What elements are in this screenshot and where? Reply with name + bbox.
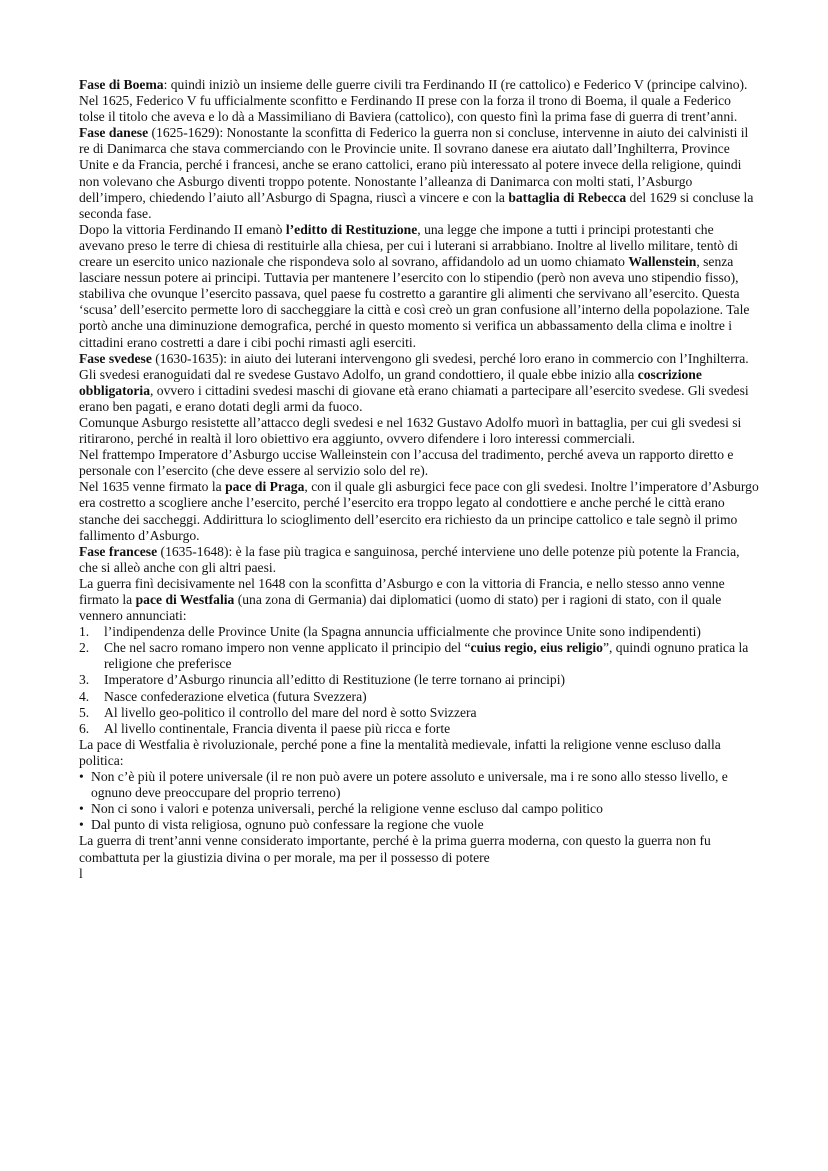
text: ”, quindi ognuno pratica la religione che preferisce — [104, 640, 749, 672]
stray-character: l — [79, 865, 83, 881]
paragraph-pace-praga — [79, 479, 759, 543]
text: Dal punto di vista religiosa, ognuno può confessare la regione che vuole — [91, 817, 484, 833]
list-number: 1. — [79, 624, 90, 640]
text: (1630-1635): in aiuto dei luterani intervengono gli svedesi, perché loro erano in commercio con l’Inghilterra. Gli svedesi eranoguidati dal re svedese Gustavo Adolfo, un grand condottiero, il quale ebbe inizio alla — [79, 350, 749, 382]
text: l’indipendenza delle Province Unite (la Spagna annuncia ufficialmente che province Unite sono indipendenti) — [104, 624, 701, 640]
list-item — [79, 769, 759, 801]
list-item — [79, 720, 759, 737]
text: , ovvero i cittadini svedesi maschi di giovane età erano chiamati a partecipare all’esercito svedese. Gli svedesi erano ben pagati, e erano dotati degli armi da fuoco. — [79, 382, 749, 414]
text: (una zona di Germania) dai diplomatici (uomo di stato) per i ragioni di stato, con il quale vennero annunciati: — [79, 592, 722, 624]
list-item — [79, 672, 759, 688]
heading-fase-francese: Fase francese — [79, 543, 158, 559]
bold-term: l’editto di Restituzione — [285, 221, 418, 237]
paragraph-pace-westfalia — [79, 576, 759, 624]
paragraph-fase-svedese — [79, 351, 759, 415]
text: Non ci sono i valori e potenza universali, perché la religione venne escluso dal campo politico — [91, 801, 603, 817]
text: Nel 1635 venne firmato la — [79, 479, 226, 495]
text: , senza lasciare nessun potere ai principi. Tuttavia per mantenere l’esercito con lo stipendio (però non aveva uno stipendio fisso), stabiliva che ovunque l’esercito passava, quel paese fu costretto a garantire gli alimenti che servivano all’esercito. Questa ‘scusa’ dell’esercito permette loro di saccheggiare la città e così creò un gran confusione all’interno della popolazione. Tale portò anche una diminuzione demografica, perché in questo momento si verifica un abbassamento della clima e inoltre i cittadini erano costretti a dare i cibi pochi rimasti agli eserciti. — [79, 254, 750, 350]
list-item — [79, 817, 759, 833]
list-item — [79, 801, 759, 817]
paragraph-fase-danese — [79, 125, 759, 222]
list-number: 2. — [79, 640, 90, 656]
text: Nasce confederazione elvetica (futura Svezzera) — [104, 688, 367, 704]
list-number: 5. — [79, 704, 90, 720]
text: : quindi iniziò un insieme delle guerre civili tra Ferdinando II (re cattolico) e Federico V (principe calvino). Nel 1625, Federico V fu ufficialmente sconfitto e Ferdinando II prese con la forza il trono di Boema, il quale a Federico tolse il titolo che aveva e lo dà a Massimiliano di Baviera (cattolico), con questo finì la prima fase di guerra di trent’anni. — [79, 77, 748, 125]
heading-fase-boema: Fase di Boema — [79, 77, 164, 92]
paragraph-walleinstein: Nel frattempo Imperatore d’Asburgo uccise Walleinstein con l’accusa del tradimento, perché aveva un rapporto diretto e personale con l’esercito (che deve essere al servizio solo del re). — [79, 447, 734, 479]
text: , una legge che impone a tutti i principi protestanti che avevano preso le terre di chiesa di restituirle alla chiesa, per cui i luterani si arrabbiano. Inoltre al livello militare, tentò di creare un esercito unico nazionale che rispondeva solo al sovrano, affidandolo ad un uomo chiamato — [79, 221, 739, 270]
text: (1635-1648): è la fase più tragica e sanguinosa, perché interviene uno delle potenze più potente la Francia, che si alleò anche con gli altri paesi. — [79, 543, 740, 575]
text: Al livello continentale, Francia diventa il paese più ricca e forte — [104, 720, 451, 736]
paragraph-westfalia-rivoluzionale: La pace di Westfalia è rivoluzionale, perché pone a fine la mentalità medievale, infatti la religione venne escluso dalla politica: — [79, 736, 721, 768]
bold-term: Wallenstein — [628, 254, 697, 270]
list-item — [79, 688, 759, 705]
bullet-icon: • — [79, 817, 84, 833]
heading-fase-svedese: Fase svedese — [79, 350, 152, 366]
list-item — [79, 640, 759, 672]
text: La guerra finì decisivamente nel 1648 con la sconfitta d’Asburgo e con la vittoria di Francia, e nello stesso anno venne firmato la — [79, 575, 725, 607]
text: , con il quale gli asburgici fece pace con gli svedesi. Inoltre l’imperatore d’Asburgo era costretto a scogliere anche l’esercito, perché l’esercito era troppo legato al condottiere e anche perché le città erano stanche dei saccheggi. Addirittura lo scioglimento dell’esercito era richiesto da un principe cattolico e tale segnò il primo fallimento d’Asburgo. — [79, 479, 759, 543]
paragraph-conclusione: La guerra di trent’anni venne considerato importante, perché è la prima guerra moderna, con questo la guerra non fu combattuta per la giustizia divina o per morale, ma per il possesso di potere — [79, 833, 711, 865]
paragraph-fase-boema — [79, 77, 759, 125]
bullet-icon: • — [79, 801, 84, 817]
list-number: 6. — [79, 720, 90, 736]
paragraph-asburgo-resistette: Comunque Asburgo resistette all’attacco degli svedesi e nel 1632 Gustavo Adolfo muorì in battaglia, per cui gli svedesi si ritirarono, perché in realtà il loro obiettivo era aggiunto, ovvero difendere i loro interessi commerciali. — [79, 414, 742, 447]
bold-term: cuius regio, eius religio — [470, 640, 603, 656]
heading-fase-danese: Fase danese — [79, 125, 149, 141]
list-number: 3. — [79, 672, 90, 688]
text: del 1629 si concluse la seconda fase. — [79, 189, 754, 221]
numbered-list — [79, 624, 759, 737]
document-body — [79, 77, 759, 882]
text: Imperatore d’Asburgo rinuncia all’editto di Restituzione (le terre tornano ai principi) — [104, 672, 566, 688]
list-number: 4. — [79, 688, 90, 704]
bold-term: pace di Praga — [225, 479, 305, 495]
text: (1625-1629): Nonostante la sconfitta di Federico la guerra non si concluse, intervenne in aiuto dei calvinisti il re di Danimarca che stava commerciando con le Provincie unite. Il sovrano danese era aiutato dall’Inghilterra, Province Unite e da Francia, perché i francesi, anche se erano cattolici, erano più interessato al potere invece della religione, quindi non volevano che Asburgo diventi troppo potente. Nonostante l’alleanza di Danimarca con molti stati, l’Asburgo dell’impero, chiedendo l’aiuto all’Asburgo di Spagna, riuscì a vincere e con la — [79, 125, 749, 205]
text: Al livello geo-politico il controllo del mare del nord è sotto Svizzera — [104, 704, 477, 720]
bold-term: coscrizione obbligatoria — [79, 366, 702, 398]
list-item — [79, 704, 759, 721]
text: Dopo la vittoria Ferdinando II emanò — [79, 221, 286, 237]
list-item — [79, 624, 759, 640]
bold-term: pace di Westfalia — [135, 592, 235, 607]
paragraph-fase-francese — [79, 544, 759, 576]
text: Non c’è più il potere universale (il re non può avere un potere assoluto e universale, ma i re sono allo stesso livello, e ognuno deve preoccupare del proprio terreno) — [91, 769, 728, 801]
paragraph-editto — [79, 222, 759, 351]
bold-term: battaglia di Rebecca — [508, 189, 627, 205]
bullet-list — [79, 769, 759, 833]
text: Che nel sacro romano impero non venne applicato il principio del “ — [104, 640, 471, 656]
bullet-icon: • — [79, 769, 84, 785]
